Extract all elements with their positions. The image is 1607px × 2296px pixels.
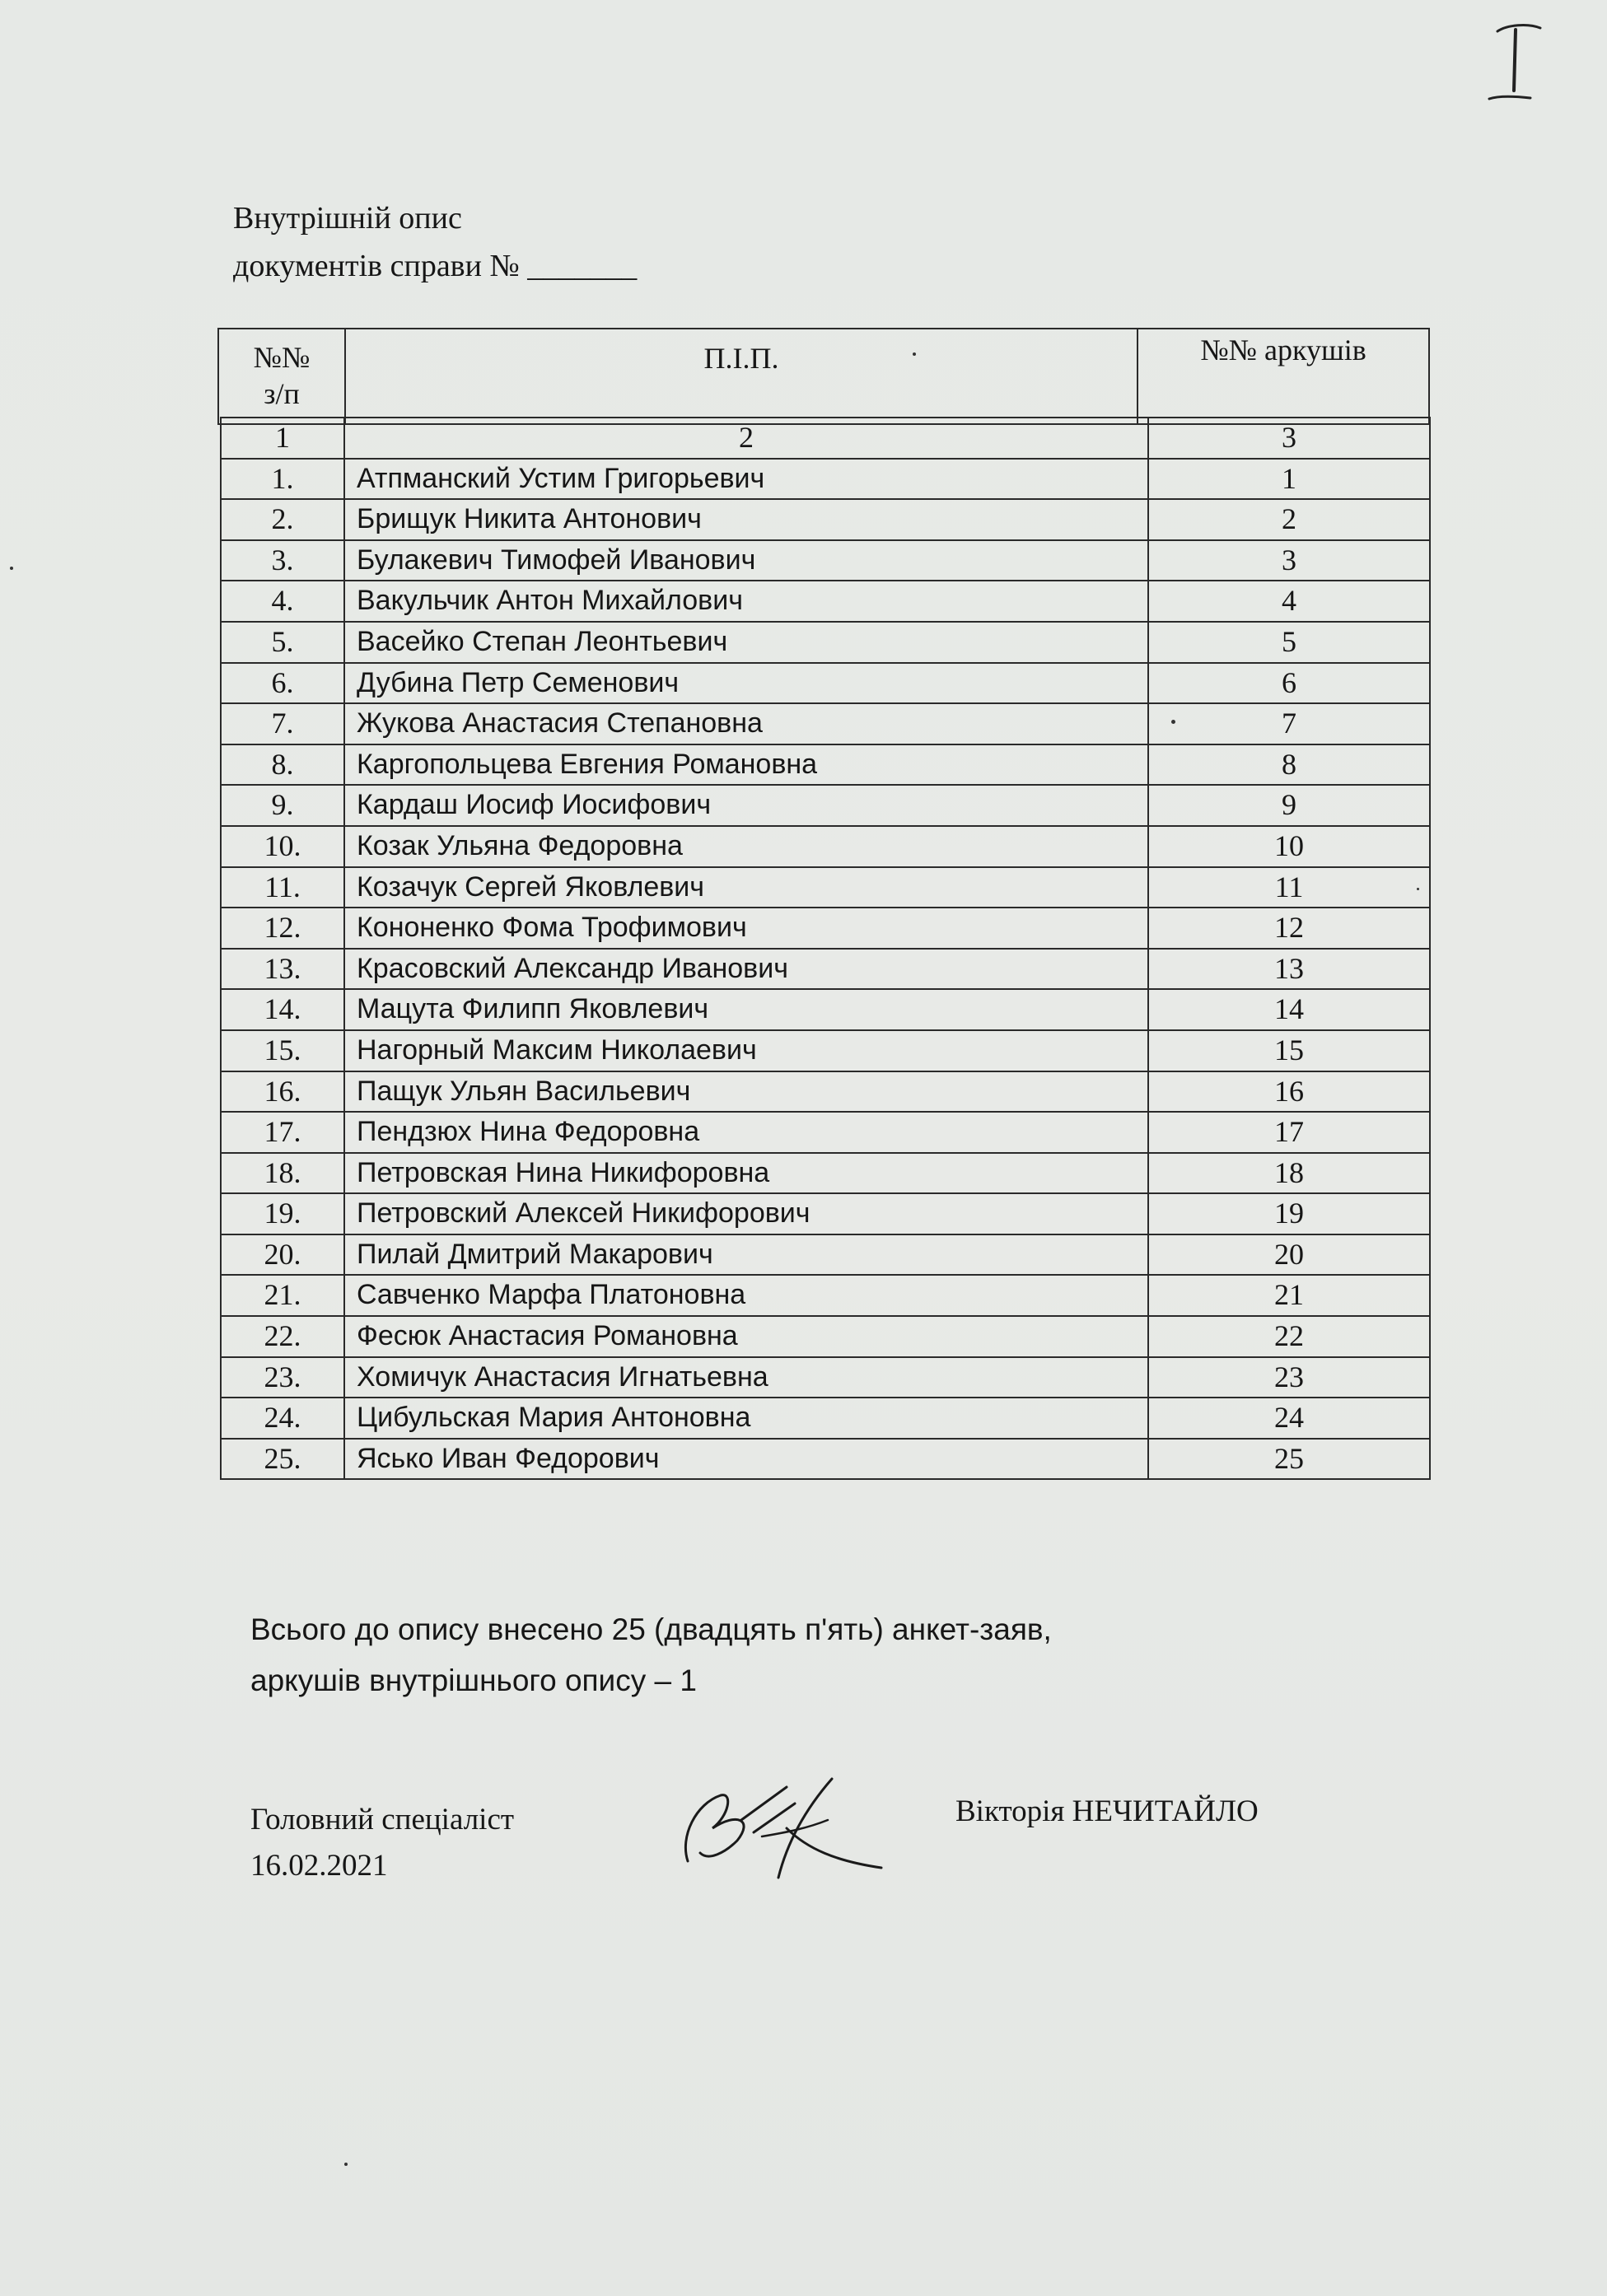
position-title: Головний спеціаліст xyxy=(250,1803,515,1836)
row-number: 2. xyxy=(221,499,344,540)
row-number: 12. xyxy=(221,908,344,949)
row-full-name: Кардаш Иосиф Иосифович xyxy=(344,785,1148,826)
row-sheet-number: 9 xyxy=(1148,785,1430,826)
row-number: 21. xyxy=(221,1275,344,1316)
summary-line-2: аркушів внутрішнього опису – 1 xyxy=(250,1664,697,1697)
row-full-name: Булакевич Тимофей Иванович xyxy=(344,540,1148,581)
row-number: 14. xyxy=(221,989,344,1030)
table-row xyxy=(221,499,1430,540)
document-date: 16.02.2021 xyxy=(250,1849,388,1883)
title-line-2: документів справи № _______ xyxy=(233,249,638,283)
document-title xyxy=(233,194,637,290)
row-number: 8. xyxy=(221,744,344,786)
row-number: 23. xyxy=(221,1357,344,1398)
row-sheet-number: 12 xyxy=(1148,908,1430,949)
paper-speck xyxy=(1171,720,1175,724)
paper-speck xyxy=(344,2163,348,2166)
row-full-name: Пилай Дмитрий Макарович xyxy=(344,1234,1148,1276)
row-sheet-number: 22 xyxy=(1148,1316,1430,1357)
table-row xyxy=(221,1071,1430,1113)
row-sheet-number: 15 xyxy=(1148,1030,1430,1071)
title-line-1: Внутрішній опис xyxy=(233,201,462,236)
table-row xyxy=(221,459,1430,500)
row-number: 6. xyxy=(221,663,344,704)
row-sheet-number: 4 xyxy=(1148,581,1430,622)
row-full-name: Васейко Степан Леонтьевич xyxy=(344,622,1148,663)
table-row xyxy=(221,703,1430,744)
table-row xyxy=(221,826,1430,867)
row-full-name: Атпманский Устим Григорьевич xyxy=(344,459,1148,500)
row-number: 18. xyxy=(221,1153,344,1194)
row-number: 20. xyxy=(221,1234,344,1276)
table-row xyxy=(221,908,1430,949)
row-full-name: Дубина Петр Семенович xyxy=(344,663,1148,704)
row-sheet-number: 1 xyxy=(1148,459,1430,500)
table-row xyxy=(221,867,1430,908)
row-number: 3. xyxy=(221,540,344,581)
table-row xyxy=(221,1357,1430,1398)
row-number: 25. xyxy=(221,1439,344,1480)
row-sheet-number: 6 xyxy=(1148,663,1430,704)
header-col-number-line-2: з/п xyxy=(264,377,300,410)
row-full-name: Красовский Александр Иванович xyxy=(344,949,1148,990)
row-sheet-number: 17 xyxy=(1148,1112,1430,1153)
column-index-row xyxy=(221,418,1430,459)
row-full-name: Козачук Сергей Яковлевич xyxy=(344,867,1148,908)
row-sheet-number: 3 xyxy=(1148,540,1430,581)
summary-line-1: Всього до опису внесено 25 (двадцять п'ять) анкет-заяв, xyxy=(250,1612,1052,1646)
documents-table xyxy=(220,417,1431,1480)
row-number: 4. xyxy=(221,581,344,622)
row-sheet-number: 16 xyxy=(1148,1071,1430,1113)
row-full-name: Брищук Никита Антонович xyxy=(344,499,1148,540)
row-number: 1. xyxy=(221,459,344,500)
header-col-name: П.І.П. xyxy=(345,329,1138,424)
index-cell-3: 3 xyxy=(1148,418,1430,459)
row-sheet-number: 10 xyxy=(1148,826,1430,867)
row-full-name: Жукова Анастасия Степановна xyxy=(344,703,1148,744)
row-full-name: Цибульская Мария Антоновна xyxy=(344,1398,1148,1439)
table-row xyxy=(221,1153,1430,1194)
signer-name: Вікторія НЕЧИТАЙЛО xyxy=(955,1794,1259,1828)
table-header xyxy=(217,328,1430,425)
row-full-name: Хомичук Анастасия Игнатьевна xyxy=(344,1357,1148,1398)
table-row xyxy=(221,1193,1430,1234)
table-row xyxy=(221,1439,1430,1480)
row-number: 22. xyxy=(221,1316,344,1357)
row-number: 15. xyxy=(221,1030,344,1071)
table-row xyxy=(221,1030,1430,1071)
table-row xyxy=(221,622,1430,663)
row-full-name: Фесюк Анастасия Романовна xyxy=(344,1316,1148,1357)
index-cell-1: 1 xyxy=(221,418,344,459)
table-row xyxy=(221,581,1430,622)
row-number: 5. xyxy=(221,622,344,663)
row-sheet-number: 19 xyxy=(1148,1193,1430,1234)
header-col-number xyxy=(218,329,345,424)
paper-speck xyxy=(913,352,916,356)
row-full-name: Мацута Филипп Яковлевич xyxy=(344,989,1148,1030)
row-sheet-number: 25 xyxy=(1148,1439,1430,1480)
signatory-block xyxy=(250,1797,514,1889)
sheet-number-mark xyxy=(1483,16,1549,107)
row-sheet-number: 7 xyxy=(1148,703,1430,744)
index-cell-2: 2 xyxy=(344,418,1148,459)
table-row xyxy=(221,1316,1430,1357)
row-full-name: Савченко Марфа Платоновна xyxy=(344,1275,1148,1316)
table-row xyxy=(221,785,1430,826)
row-sheet-number: 13 xyxy=(1148,949,1430,990)
row-number: 13. xyxy=(221,949,344,990)
row-full-name: Кононенко Фома Трофимович xyxy=(344,908,1148,949)
row-sheet-number: 11 xyxy=(1148,867,1430,908)
paper-speck xyxy=(1417,888,1419,890)
row-sheet-number: 20 xyxy=(1148,1234,1430,1276)
row-full-name: Петровская Нина Никифоровна xyxy=(344,1153,1148,1194)
row-sheet-number: 23 xyxy=(1148,1357,1430,1398)
row-sheet-number: 24 xyxy=(1148,1398,1430,1439)
row-number: 16. xyxy=(221,1071,344,1113)
table-row xyxy=(221,989,1430,1030)
table-row xyxy=(221,949,1430,990)
row-number: 17. xyxy=(221,1112,344,1153)
row-sheet-number: 18 xyxy=(1148,1153,1430,1194)
table-row xyxy=(221,540,1430,581)
row-sheet-number: 5 xyxy=(1148,622,1430,663)
row-sheet-number: 8 xyxy=(1148,744,1430,786)
row-full-name: Вакульчик Антон Михайлович xyxy=(344,581,1148,622)
row-number: 11. xyxy=(221,867,344,908)
signature-icon xyxy=(663,1771,885,1886)
table-row xyxy=(221,1112,1430,1153)
table-row xyxy=(221,744,1430,786)
table-row xyxy=(221,1234,1430,1276)
row-number: 19. xyxy=(221,1193,344,1234)
row-full-name: Ясько Иван Федорович xyxy=(344,1439,1148,1480)
header-col-sheets: №№ аркушів xyxy=(1138,329,1429,424)
paper-speck xyxy=(10,567,13,570)
row-full-name: Козак Ульяна Федоровна xyxy=(344,826,1148,867)
row-number: 7. xyxy=(221,703,344,744)
row-full-name: Нагорный Максим Николаевич xyxy=(344,1030,1148,1071)
header-col-number-line-1: №№ xyxy=(253,341,311,374)
table-row xyxy=(221,663,1430,704)
row-number: 10. xyxy=(221,826,344,867)
table-row xyxy=(221,1275,1430,1316)
row-sheet-number: 2 xyxy=(1148,499,1430,540)
row-full-name: Пащук Ульян Васильевич xyxy=(344,1071,1148,1113)
row-full-name: Петровский Алексей Никифорович xyxy=(344,1193,1148,1234)
row-sheet-number: 14 xyxy=(1148,989,1430,1030)
summary xyxy=(250,1604,1052,1706)
row-number: 24. xyxy=(221,1398,344,1439)
table-row xyxy=(221,1398,1430,1439)
row-sheet-number: 21 xyxy=(1148,1275,1430,1316)
row-full-name: Пендзюх Нина Федоровна xyxy=(344,1112,1148,1153)
row-number: 9. xyxy=(221,785,344,826)
row-full-name: Каргопольцева Евгения Романовна xyxy=(344,744,1148,786)
